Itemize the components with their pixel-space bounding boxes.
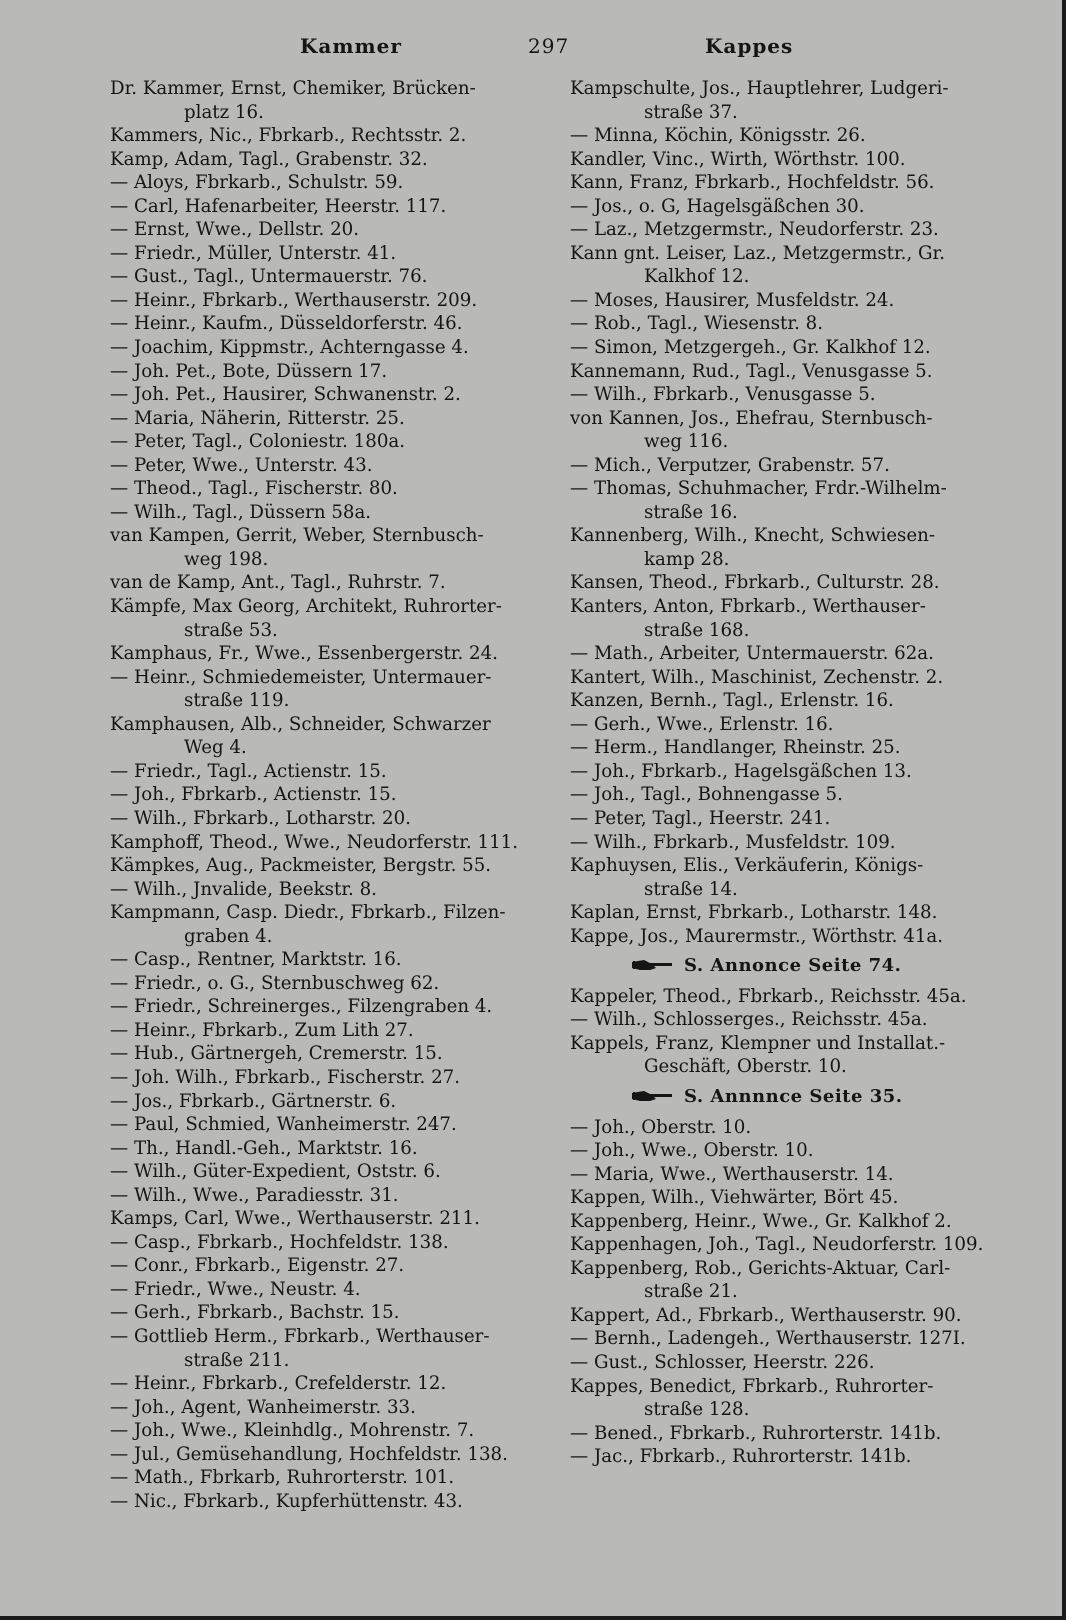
directory-entry (110, 1466, 548, 1490)
entry-text: — Heinr., Fbrkarb., Werthauserstr. 209. (110, 289, 478, 311)
directory-entry (570, 901, 1010, 925)
directory-entry (570, 195, 1010, 219)
directory-entry (110, 524, 548, 571)
directory-entry (570, 1116, 1010, 1140)
entry-text: — Joh., Oberstr. 10. (570, 1116, 752, 1138)
directory-entry (110, 1490, 548, 1514)
directory-entry (110, 265, 548, 289)
entry-text: — Gust., Tagl., Untermauerstr. 76. (110, 266, 428, 288)
entry-text: Kappeler, Theod., Fbrkarb., Reichsstr. 45a. (570, 985, 967, 1007)
entry-text: — Carl, Hafenarbeiter, Heerstr. 117. (110, 195, 447, 217)
directory-entry (570, 1327, 1010, 1351)
entry-text: Kampschulte, Jos., Hauptlehrer, Ludgeri- (570, 78, 949, 99)
directory-entry (570, 1210, 1010, 1234)
directory-entry (110, 336, 548, 360)
directory-entry (110, 571, 548, 595)
entry-text: — Joh. Pet., Bote, Düssern 17. (110, 360, 388, 382)
directory-entry (570, 477, 1010, 524)
entry-continuation: Kalkhof 12. (644, 266, 750, 288)
directory-entry (110, 242, 548, 266)
entry-text: — Heinr., Kaufm., Düsseldorferstr. 46. (110, 313, 463, 335)
entry-text: — Nic., Fbrkarb., Kupferhüttenstr. 43. (110, 1490, 463, 1512)
entry-text: Kappenberg, Rob., Gerichts-Aktuar, Carl- (570, 1257, 951, 1279)
entry-text: Kamphausen, Alb., Schneider, Schwarzer (110, 713, 491, 735)
directory-entry (570, 1304, 1010, 1328)
entry-text: Kamp, Adam, Tagl., Grabenstr. 32. (110, 148, 428, 170)
entry-text: Kaplan, Ernst, Fbrkarb., Lotharstr. 148. (570, 902, 938, 924)
entry-text: Kammers, Nic., Fbrkarb., Rechtsstr. 2. (110, 125, 467, 147)
entry-text: — Heinr., Fbrkarb., Crefelderstr. 12. (110, 1373, 447, 1395)
entry-text: — Casp., Fbrkarb., Hochfeldstr. 138. (110, 1231, 449, 1253)
directory-entry (110, 360, 548, 384)
directory-entry (110, 595, 548, 642)
entry-text: — Casp., Rentner, Marktstr. 16. (110, 949, 402, 971)
entry-text: — Wilh., Wwe., Paradiesstr. 31. (110, 1184, 399, 1206)
entry-text: — Minna, Köchin, Königsstr. 26. (570, 125, 866, 147)
entry-text: — Peter, Tagl., Coloniestr. 180a. (110, 431, 406, 453)
entry-text: — Peter, Tagl., Heerstr. 241. (570, 807, 831, 829)
entry-continuation: graben 4. (184, 925, 273, 947)
entry-text: — Jos., o. G, Hagelsgäßchen 30. (570, 195, 865, 217)
directory-entry (110, 1066, 548, 1090)
directory-entry (110, 713, 548, 760)
entry-continuation: straße 119. (184, 690, 290, 712)
entry-text: Kappenberg, Heinr., Wwe., Gr. Kalkhof 2. (570, 1210, 952, 1232)
entry-text: — Joh., Wwe., Oberstr. 10. (570, 1140, 814, 1162)
directory-entry (110, 171, 548, 195)
entry-text: Kanzen, Bernh., Tagl., Erlenstr. 16. (570, 690, 894, 712)
entry-continuation: straße 37. (644, 101, 738, 123)
entry-continuation: kamp 28. (644, 548, 730, 570)
entry-text: — Gust., Schlosser, Heerstr. 226. (570, 1351, 875, 1373)
entry-text: Kappen, Wilh., Viehwärter, Bört 45. (570, 1187, 899, 1209)
directory-entry (110, 1137, 548, 1161)
directory-entry (110, 666, 548, 713)
directory-entry (570, 642, 1010, 666)
entry-text: Kämpkes, Aug., Packmeister, Bergstr. 55. (110, 855, 492, 877)
directory-entry (570, 1375, 1010, 1422)
entry-continuation: straße 53. (184, 619, 278, 641)
directory-entry (570, 1163, 1010, 1187)
entry-text: — Theod., Tagl., Fischerstr. 80. (110, 478, 398, 500)
directory-entry (110, 1372, 548, 1396)
directory-entry (570, 1008, 1010, 1032)
entry-text: — Wilh., Fbrkarb., Musfeldstr. 109. (570, 831, 896, 853)
directory-entry (570, 666, 1010, 690)
entry-text: van de Kamp, Ant., Tagl., Ruhrstr. 7. (110, 572, 446, 594)
directory-entry (570, 336, 1010, 360)
directory-entry (570, 148, 1010, 172)
entry-continuation: straße 128. (644, 1399, 750, 1421)
entry-text: Kantert, Wilh., Maschinist, Zechenstr. 2. (570, 666, 944, 688)
entry-text: — Jos., Fbrkarb., Gärtnerstr. 6. (110, 1090, 397, 1112)
entry-text: Kamphaus, Fr., Wwe., Essenbergerstr. 24. (110, 643, 498, 665)
directory-entry (110, 901, 548, 948)
entry-text: — Jul., Gemüsehandlung, Hochfeldstr. 138. (110, 1443, 508, 1465)
page-number: 297 (528, 34, 570, 58)
annonce-text: S. Annonce Seite 74. (684, 955, 902, 977)
directory-entry (110, 1278, 548, 1302)
entry-text: Kann gnt. Leiser, Laz., Metzgermstr., Gr. (570, 242, 946, 264)
entry-continuation: straße 211. (184, 1349, 290, 1371)
directory-entry (570, 925, 1010, 949)
entry-text: — Math., Arbeiter, Untermauerstr. 62a. (570, 643, 934, 665)
entry-text: — Paul, Schmied, Wanheimerstr. 247. (110, 1114, 457, 1136)
directory-entry (570, 985, 1010, 1009)
directory-entry (110, 148, 548, 172)
entry-text: Kamphoff, Theod., Wwe., Neudorferstr. 111. (110, 831, 518, 853)
entry-text: Kann, Franz, Fbrkarb., Hochfeldstr. 56. (570, 172, 935, 194)
entry-text: Kansen, Theod., Fbrkarb., Culturstr. 28. (570, 572, 940, 594)
entry-text: Kappenhagen, Joh., Tagl., Neudorferstr. 109. (570, 1234, 984, 1256)
directory-entry (570, 171, 1010, 195)
directory-entry (110, 1019, 548, 1043)
directory-entry (110, 407, 548, 431)
directory-entry (570, 1445, 1010, 1469)
entry-text: — Joh., Wwe., Kleinhdlg., Mohrenstr. 7. (110, 1420, 475, 1442)
directory-entry (110, 1443, 548, 1467)
directory-entry (570, 807, 1010, 831)
directory-entry (110, 831, 548, 855)
directory-entry (110, 878, 548, 902)
entry-text: — Herm., Handlanger, Rheinstr. 25. (570, 737, 901, 759)
entry-text: — Friedr., o. G., Sternbuschweg 62. (110, 972, 440, 994)
entry-text: — Wilh., Fbrkarb., Venusgasse 5. (570, 384, 876, 406)
running-head (0, 30, 1066, 68)
directory-entry (110, 854, 548, 878)
annonce-note (570, 1085, 1010, 1109)
directory-entry (110, 1207, 548, 1231)
directory-entry (570, 1351, 1010, 1375)
entry-text: — Jac., Fbrkarb., Ruhrorterstr. 141b. (570, 1446, 912, 1468)
entry-text: — Heinr., Schmiedemeister, Untermauer- (110, 666, 492, 688)
directory-entry (110, 1113, 548, 1137)
entry-text: — Hub., Gärtnergeh, Cremerstr. 15. (110, 1043, 443, 1065)
entry-text: — Joh. Pet., Hausirer, Schwanenstr. 2. (110, 384, 461, 406)
directory-entry (570, 383, 1010, 407)
directory-entry (570, 1233, 1010, 1257)
directory-entry (110, 289, 548, 313)
directory-entry (570, 689, 1010, 713)
entry-continuation: platz 16. (184, 101, 264, 123)
directory-entry (110, 501, 548, 525)
directory-entry (570, 713, 1010, 737)
directory-entry (110, 312, 548, 336)
directory-entry (110, 1231, 548, 1255)
directory-entry (110, 1160, 548, 1184)
entry-text: — Friedr., Tagl., Actienstr. 15. (110, 760, 387, 782)
directory-entry (570, 289, 1010, 313)
directory-entry (570, 1032, 1010, 1079)
directory-entry (110, 760, 548, 784)
entry-text: Kandler, Vinc., Wirth, Wörthstr. 100. (570, 148, 906, 170)
entry-text: — Peter, Wwe., Unterstr. 43. (110, 454, 373, 476)
entry-continuation: weg 198. (184, 548, 269, 570)
entry-continuation: Weg 4. (184, 737, 247, 759)
directory-entry (110, 218, 548, 242)
directory-entry (110, 995, 548, 1019)
entry-text: — Conr., Fbrkarb., Eigenstr. 27. (110, 1255, 405, 1277)
entry-text: — Friedr., Müller, Unterstr. 41. (110, 242, 397, 264)
entry-text: — Joh., Tagl., Bohnengasse 5. (570, 784, 843, 806)
directory-entry (110, 642, 548, 666)
entry-continuation: weg 116. (644, 431, 729, 453)
directory-entry (570, 218, 1010, 242)
entry-text: Kampmann, Casp. Diedr., Fbrkarb., Filzen- (110, 902, 506, 924)
entry-text: — Mich., Verputzer, Grabenstr. 57. (570, 454, 890, 476)
entry-text: — Gerh., Fbrkarb., Bachstr. 15. (110, 1302, 400, 1324)
entry-text: van Kampen, Gerrit, Weber, Sternbusch- (110, 525, 484, 547)
entry-text: Kannemann, Rud., Tagl., Venusgasse 5. (570, 360, 933, 382)
entry-text: — Wilh., Schlosserges., Reichsstr. 45a. (570, 1009, 928, 1031)
directory-entry (110, 195, 548, 219)
directory-entry (570, 1257, 1010, 1304)
directory-entry (110, 1090, 548, 1114)
directory-entry (570, 312, 1010, 336)
entry-continuation: Geschäft, Oberstr. 10. (644, 1056, 847, 1078)
right-column (570, 77, 1010, 1469)
entry-text: — Bernh., Ladengeh., Werthauserstr. 127I. (570, 1328, 966, 1350)
entry-text: — Wilh., Fbrkarb., Lotharstr. 20. (110, 807, 411, 829)
directory-entry (110, 124, 548, 148)
entry-text: — Rob., Tagl., Wiesenstr. 8. (570, 313, 823, 335)
left-column (110, 77, 548, 1513)
head-first-entry: Kammer (300, 34, 402, 58)
entry-text: Kappert, Ad., Fbrkarb., Werthauserstr. 90. (570, 1304, 962, 1326)
directory-entry (110, 1325, 548, 1372)
entry-continuation: straße 16. (644, 501, 738, 523)
entry-text: Dr. Kammer, Ernst, Chemiker, Brücken- (110, 78, 476, 99)
directory-entry (570, 124, 1010, 148)
entry-text: — Aloys, Fbrkarb., Schulstr. 59. (110, 172, 404, 194)
entry-text: Kamps, Carl, Wwe., Werthauserstr. 211. (110, 1208, 480, 1230)
directory-entry (570, 1422, 1010, 1446)
directory-entry (110, 972, 548, 996)
entry-text: Kappes, Benedict, Fbrkarb., Ruhrorter- (570, 1375, 934, 1397)
directory-entry (110, 477, 548, 501)
directory-entry (570, 571, 1010, 595)
entry-text: — Joachim, Kippmstr., Achterngasse 4. (110, 337, 469, 359)
entry-text: — Friedr., Schreinerges., Filzengraben 4. (110, 996, 493, 1018)
entry-text: — Joh. Wilh., Fbrkarb., Fischerstr. 27. (110, 1066, 461, 1088)
directory-entry (110, 1184, 548, 1208)
entry-text: — Gerh., Wwe., Erlenstr. 16. (570, 713, 834, 735)
entry-continuation: straße 14. (644, 878, 738, 900)
entry-continuation: straße 21. (644, 1281, 738, 1303)
entry-text: — Bened., Fbrkarb., Ruhrorterstr. 141b. (570, 1422, 942, 1444)
entry-text: Kanters, Anton, Fbrkarb., Werthauser- (570, 596, 926, 618)
entry-text: — Gottlieb Herm., Fbrkarb., Werthauser- (110, 1325, 490, 1347)
directory-entry (570, 77, 1010, 124)
directory-entry (570, 1139, 1010, 1163)
entry-continuation: straße 168. (644, 619, 750, 641)
annonce-note (570, 954, 1010, 978)
directory-entry (110, 948, 548, 972)
entry-text: — Heinr., Fbrkarb., Zum Lith 27. (110, 1019, 414, 1041)
entry-text: Kannenberg, Wilh., Knecht, Schwiesen- (570, 525, 936, 547)
entry-text: — Moses, Hausirer, Musfeldstr. 24. (570, 289, 895, 311)
directory-entry (570, 360, 1010, 384)
directory-entry (570, 831, 1010, 855)
directory-entry (110, 1301, 548, 1325)
pointing-hand-icon (630, 958, 674, 972)
entry-text: — Wilh., Tagl., Düssern 58a. (110, 501, 372, 523)
entry-text: Kappe, Jos., Maurermstr., Wörthstr. 41a. (570, 925, 944, 947)
entry-text: — Wilh., Jnvalide, Beekstr. 8. (110, 878, 377, 900)
annonce-text: S. Annnnce Seite 35. (684, 1085, 903, 1107)
entry-text: — Th., Handl.-Geh., Marktstr. 16. (110, 1137, 418, 1159)
entry-text: — Maria, Näherin, Ritterstr. 25. (110, 407, 405, 429)
entry-text: — Joh., Fbrkarb., Actienstr. 15. (110, 784, 397, 806)
directory-entry (570, 760, 1010, 784)
entry-text: — Thomas, Schuhmacher, Frdr.-Wilhelm- (570, 478, 947, 500)
directory-entry (570, 595, 1010, 642)
entry-text: Kappels, Franz, Klempner und Installat.- (570, 1032, 946, 1054)
entry-text: — Maria, Wwe., Werthauserstr. 14. (570, 1163, 894, 1185)
directory-entry (110, 1254, 548, 1278)
directory-entry (570, 524, 1010, 571)
directory-entry (110, 783, 548, 807)
entry-text: von Kannen, Jos., Ehefrau, Sternbusch- (570, 407, 933, 429)
directory-entry (110, 430, 548, 454)
entry-text: — Ernst, Wwe., Dellstr. 20. (110, 219, 360, 241)
directory-entry (110, 1042, 548, 1066)
directory-entry (570, 1186, 1010, 1210)
entry-text: — Joh., Agent, Wanheimerstr. 33. (110, 1396, 416, 1418)
directory-entry (570, 407, 1010, 454)
entry-text: — Friedr., Wwe., Neustr. 4. (110, 1278, 361, 1300)
directory-entry (570, 854, 1010, 901)
pointing-hand-icon (630, 1089, 674, 1103)
directory-entry (570, 242, 1010, 289)
entry-text: — Simon, Metzgergeh., Gr. Kalkhof 12. (570, 337, 931, 359)
directory-entry (110, 77, 548, 124)
entry-text: Kämpfe, Max Georg, Architekt, Ruhrorter- (110, 596, 502, 618)
entry-text: Kaphuysen, Elis., Verkäuferin, Königs- (570, 855, 924, 877)
head-last-entry: Kappes (705, 34, 794, 58)
entry-text: — Laz., Metzgermstr., Neudorferstr. 23. (570, 219, 939, 241)
directory-entry (570, 736, 1010, 760)
entry-text: — Joh., Fbrkarb., Hagelsgäßchen 13. (570, 760, 912, 782)
directory-entry (110, 1419, 548, 1443)
directory-entry (570, 783, 1010, 807)
directory-entry (110, 1396, 548, 1420)
directory-entry (570, 454, 1010, 478)
directory-entry (110, 807, 548, 831)
directory-entry (110, 454, 548, 478)
directory-entry (110, 383, 548, 407)
entry-text: — Math., Fbrkarb, Ruhrorterstr. 101. (110, 1467, 455, 1489)
entry-text: — Wilh., Güter-Expedient, Oststr. 6. (110, 1161, 441, 1183)
